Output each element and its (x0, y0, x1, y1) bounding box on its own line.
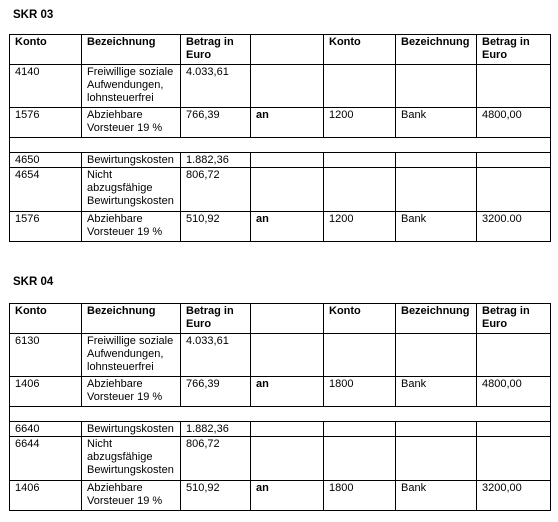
col-header-empty (251, 304, 324, 334)
cell-betrag: 510,92 (181, 212, 251, 242)
cell-betrag-haben (477, 437, 551, 481)
cell-betrag: 766,39 (181, 377, 251, 407)
table-row (10, 108, 551, 138)
table-row (10, 168, 551, 212)
cell-betrag-haben: 3200,00 (477, 481, 551, 511)
cell-konto: 1406 (10, 377, 82, 407)
col-header-konto-haben: Konto (324, 35, 396, 65)
cell-bezeichnung-haben: Bank (396, 212, 477, 242)
spacer-cell (10, 407, 551, 422)
cell-bezeichnung-haben (396, 65, 477, 108)
table-row (10, 377, 551, 407)
col-header-bezeichnung-haben: Bezeichnung (396, 304, 477, 334)
cell-konto-haben (324, 65, 396, 108)
table-row (10, 334, 551, 377)
cell-konto: 4654 (10, 168, 82, 212)
table-spacer-row (10, 407, 551, 422)
cell-konto: 4650 (10, 153, 82, 168)
cell-betrag: 766,39 (181, 108, 251, 138)
col-header-bezeichnung-haben: Bezeichnung (396, 35, 477, 65)
booking-table-skr04 (9, 303, 551, 511)
cell-konto: 4140 (10, 65, 82, 108)
cell-bezeichnung: Abziehbare Vorsteuer 19 % (82, 481, 181, 511)
cell-bezeichnung: Abziehbare Vorsteuer 19 % (82, 212, 181, 242)
cell-betrag: 510,92 (181, 481, 251, 511)
cell-bezeichnung-haben (396, 168, 477, 212)
cell-an: an (251, 212, 324, 242)
table-row (10, 437, 551, 481)
col-header-konto: Konto (10, 35, 82, 65)
cell-betrag: 806,72 (181, 168, 251, 212)
cell-betrag-haben: 4800,00 (477, 108, 551, 138)
cell-konto-haben (324, 334, 396, 377)
cell-betrag-haben (477, 65, 551, 108)
cell-betrag: 806,72 (181, 437, 251, 481)
cell-an: an (251, 108, 324, 138)
section-title-skr03: SKR 03 (13, 9, 54, 21)
cell-bezeichnung: Bewirtungskosten (82, 422, 181, 437)
cell-betrag-haben (477, 153, 551, 168)
cell-bezeichnung: Nicht abzugsfähige Bewirtungskosten (82, 437, 181, 481)
cell-konto-haben (324, 437, 396, 481)
cell-betrag: 1.882,36 (181, 422, 251, 437)
cell-bezeichnung-haben: Bank (396, 377, 477, 407)
table-row (10, 153, 551, 168)
table-header-row (10, 35, 551, 65)
cell-an (251, 65, 324, 108)
cell-betrag: 4.033,61 (181, 334, 251, 377)
table-spacer-row (10, 138, 551, 153)
cell-an (251, 153, 324, 168)
col-header-bezeichnung: Bezeichnung (82, 304, 181, 334)
cell-bezeichnung-haben (396, 334, 477, 377)
table-row (10, 481, 551, 511)
cell-bezeichnung: Freiwillige soziale Aufwendungen, lohnsteuerfrei (82, 65, 181, 108)
col-header-konto-haben: Konto (324, 304, 396, 334)
spacer-cell (10, 138, 551, 153)
cell-konto-haben (324, 153, 396, 168)
cell-konto-haben (324, 422, 396, 437)
cell-bezeichnung-haben: Bank (396, 108, 477, 138)
table-row (10, 212, 551, 242)
col-header-bezeichnung: Bezeichnung (82, 35, 181, 65)
col-header-betrag: Betrag in Euro (181, 35, 251, 65)
cell-konto: 1576 (10, 108, 82, 138)
cell-konto: 1406 (10, 481, 82, 511)
table-row (10, 422, 551, 437)
cell-bezeichnung-haben: Bank (396, 481, 477, 511)
cell-konto: 1576 (10, 212, 82, 242)
cell-betrag: 1.882,36 (181, 153, 251, 168)
cell-konto: 6130 (10, 334, 82, 377)
cell-betrag-haben (477, 422, 551, 437)
cell-an (251, 334, 324, 377)
cell-konto-haben: 1200 (324, 212, 396, 242)
cell-bezeichnung-haben (396, 422, 477, 437)
cell-bezeichnung: Bewirtungskosten (82, 153, 181, 168)
cell-an (251, 437, 324, 481)
cell-betrag-haben: 3200.00 (477, 212, 551, 242)
section-title-skr04: SKR 04 (13, 276, 54, 288)
table-header-row (10, 304, 551, 334)
col-header-betrag-haben: Betrag in Euro (477, 35, 551, 65)
cell-betrag-haben (477, 168, 551, 212)
cell-konto-haben (324, 168, 396, 212)
col-header-konto: Konto (10, 304, 82, 334)
cell-konto-haben: 1200 (324, 108, 396, 138)
cell-bezeichnung: Nicht abzugsfähige Bewirtungskosten (82, 168, 181, 212)
cell-bezeichnung-haben (396, 153, 477, 168)
cell-konto: 6644 (10, 437, 82, 481)
cell-bezeichnung: Abziehbare Vorsteuer 19 % (82, 108, 181, 138)
col-header-betrag: Betrag in Euro (181, 304, 251, 334)
cell-an (251, 422, 324, 437)
col-header-empty (251, 35, 324, 65)
cell-konto-haben: 1800 (324, 481, 396, 511)
cell-konto: 6640 (10, 422, 82, 437)
cell-an (251, 168, 324, 212)
cell-betrag-haben (477, 334, 551, 377)
cell-an: an (251, 377, 324, 407)
col-header-betrag-haben: Betrag in Euro (477, 304, 551, 334)
cell-bezeichnung: Freiwillige soziale Aufwendungen, lohnsteuerfrei (82, 334, 181, 377)
cell-betrag: 4.033,61 (181, 65, 251, 108)
table-row (10, 65, 551, 108)
cell-konto-haben: 1800 (324, 377, 396, 407)
cell-bezeichnung: Abziehbare Vorsteuer 19 % (82, 377, 181, 407)
cell-an: an (251, 481, 324, 511)
cell-bezeichnung-haben (396, 437, 477, 481)
booking-table-skr03 (9, 34, 551, 242)
cell-betrag-haben: 4800,00 (477, 377, 551, 407)
